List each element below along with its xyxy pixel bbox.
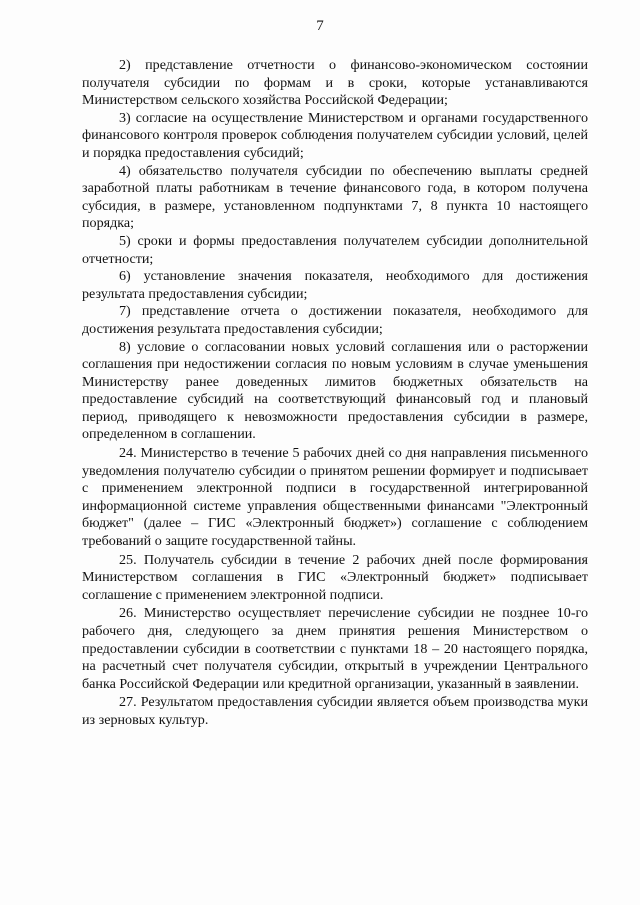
paragraph-item-7: 7) представление отчета о достижении показателя, необходимого для достижения результата предоставления субсидии;	[82, 303, 588, 337]
page-number: 7	[316, 18, 324, 34]
paragraph-item-5: 5) сроки и формы предоставления получателем субсидии дополнительной отчетности;	[82, 232, 588, 267]
paragraph-24: 24. Министерство в течение 5 рабочих дней со дня направления письменного уведомления получателю субсидии о принятом решении формирует и подписывает с применением электронной подписи в государственной интегрированной информационной системе управления общественными финансами "Электронный бюджет" (далее – ГИС «Электронный бюджет») соглашение с соблюдением требований о защите государственной тайны.	[82, 445, 588, 550]
paragraph-item-3: 3) согласие на осуществление Министерством и органами государственного финансового контроля проверок соблюдения получателем субсидии условий, целей и порядка предоставления субсидий;	[82, 109, 588, 161]
paragraph-item-2: 2) представление отчетности о финансово-экономическом состоянии получателя субсидии по формам и в сроки, которые устанавливаются Министерством сельского хозяйства Российской Федерации;	[82, 57, 588, 109]
paragraph-27: 27. Результатом предоставления субсидии является объем производства муки из зерновых культур.	[82, 694, 588, 728]
document-body	[82, 57, 588, 730]
paragraph-item-4: 4) обязательство получателя субсидии по обеспечению выплаты средней заработной платы работникам в течение финансового года, в котором получена субсидия, в размере, установленном подпунктами 7, 8 пункта 10 настоящего порядка;	[82, 162, 588, 232]
paragraph-25: 25. Получатель субсидии в течение 2 рабочих дней после формирования Министерством соглашения в ГИС «Электронный бюджет» подписывает соглашение с применением электронной подписи.	[82, 551, 588, 603]
paragraph-item-8: 8) условие о согласовании новых условий соглашения или о расторжении соглашения при недостижении согласия по новым условиям в случае уменьшения Министерству ранее доведенных лимитов бюджетных обязательств на предоставление субсидий на соответствующий финансовый год и плановый период, приводящего к невозможности предоставления субсидии в размере, определенном в соглашении.	[82, 338, 588, 443]
paragraph-item-6: 6) установление значения показателя, необходимого для достижения результата предоставления субсидии;	[82, 268, 588, 302]
paragraph-26: 26. Министерство осуществляет перечисление субсидии не позднее 10-го рабочего дня, следующего за днем принятия решения Министерством о предоставлении субсидии в соответствии с пунктами 18 – 20 настоящего порядка, на расчетный счет получателя субсидии, открытый в учреждении Центрального банка Российской Федерации или кредитной организации, указанный в заявлении.	[82, 605, 588, 692]
